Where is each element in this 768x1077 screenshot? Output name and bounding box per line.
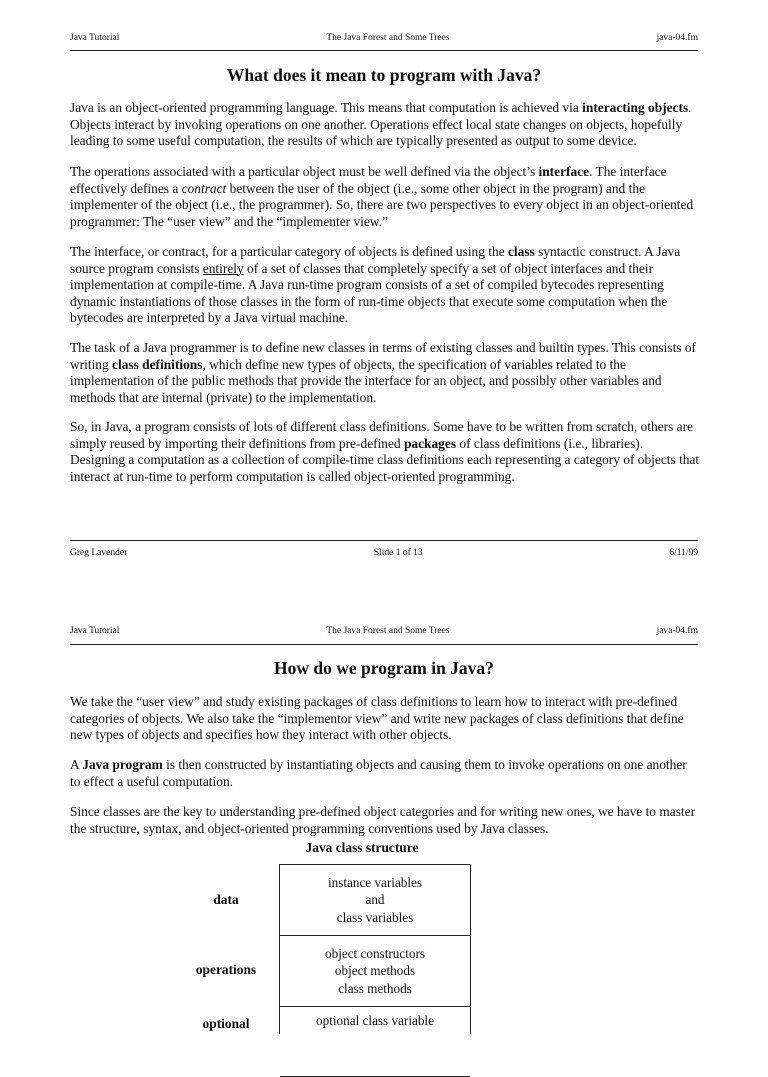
emphasis-text: packages: [403, 435, 457, 451]
italic-text: contract: [181, 180, 227, 196]
text: Java is an object-oriented programming language. This means that computation is achieved via: [70, 100, 583, 115]
slide1-paragraph-4: [70, 340, 700, 406]
header-left-text: Java Tutorial: [70, 33, 120, 43]
row-label-optional: optional: [202, 1016, 250, 1031]
header-rule: [70, 50, 698, 51]
text: is then constructed by instantiating objects and causing them to invoke operations on one another to effect a useful computation.: [70, 757, 687, 789]
slide1-paragraph-5: [70, 419, 700, 485]
footer-slide-number: Slide 1 of 13: [373, 548, 423, 558]
text: syntactic construct. A Java source program consists: [70, 244, 681, 276]
text: of a set of classes that completely specify a set of object interfaces and their implementation at compile-time. A Java run-time program consists of a set of compiled bytecodes representing dynamic instantiations of those classes in the form of run-time objects that execute some computation when the bytecodes are interpreted by a Java virtual machine.: [70, 260, 668, 326]
header-left-text: Java Tutorial: [70, 626, 120, 636]
row-label-data: data: [213, 892, 239, 907]
slide2-title: How do we program in Java?: [274, 658, 494, 678]
underlined-text: entirely: [202, 260, 244, 276]
slide2-paragraph-1: We take the “user view” and study existing packages of class definitions to learn how to interact with pre-defined categories of objects. We also take the “implementor view” and write new packages of class definitions that define new types of objects and specifies how they interact with other objects.: [70, 694, 684, 743]
emphasis-text: Java program: [82, 757, 163, 772]
header-center-text: The Java Forest and Some Trees: [326, 33, 450, 43]
row-label-operations: operations: [195, 962, 257, 977]
text: , which define new types of objects, the specification of variables related to the implementation of the public methods that provide the interface for an object, and possibly other variables and methods that are internal (private) to the implementation.: [70, 356, 662, 405]
text: The operations associated with a particular object must be well defined via the object’s: [70, 164, 539, 179]
slide1-footer: [70, 548, 698, 558]
slide2-paragraph-2: [70, 757, 700, 790]
text: So, in Java, a program consists of lots of different class definitions. Some have to be written from scratch, others are simply reused by importing their definitions from pre-defined: [70, 419, 694, 451]
cell-line: instance variables: [327, 874, 423, 890]
text: . The interface effectively defines a: [70, 164, 667, 196]
data-cell: [280, 865, 470, 936]
text: A: [70, 757, 83, 772]
emphasis-text: class definitions: [112, 356, 203, 372]
header-right-text: java-04.fm: [656, 626, 698, 636]
class-structure-box: [279, 864, 471, 1034]
cell-line: object constructors: [325, 945, 425, 961]
emphasis-text: interacting objects: [582, 100, 689, 115]
cell-line: and: [365, 892, 385, 908]
slide1-paragraph-2: [70, 164, 700, 230]
cell-line: class methods: [338, 980, 412, 996]
cell-line: object methods: [334, 963, 416, 979]
slide1-paragraph-3: [70, 244, 700, 327]
slide2-header: [70, 624, 698, 638]
slide1-title: What does it mean to program with Java?: [226, 65, 542, 85]
cell-line: class variables: [336, 909, 414, 925]
text: between the user of the object (i.e., some other object in the program) and the implementer of the object (i.e., the programmer). So, there are two perspectives to every object in an object-oriented programmer: The “user view” and the “implementer view.”: [70, 180, 694, 229]
footer-rule: [70, 540, 698, 541]
optional-cell: [280, 1007, 470, 1077]
operations-cell: [280, 936, 470, 1007]
text: of class definitions (i.e., libraries). Designing a computation as a collection of compile-time class definitions each representing a category of objects that interact at run-time to perform computation is called object-oriented programming.: [70, 435, 700, 484]
slide1-header: [70, 31, 698, 45]
text: The interface, or contract, for a particular category of objects is defined using the: [70, 244, 508, 259]
header-right-text: java-04.fm: [656, 33, 698, 43]
footer-date: 6/11/99: [669, 548, 698, 558]
header-rule: [70, 644, 698, 645]
slide1-paragraph-1: [70, 100, 700, 150]
slide2-paragraph-3: Since classes are the key to understanding pre-defined object categories and for writing new ones, we have to master the structure, syntax, and object-oriented programming conventions used by Java classes.: [70, 804, 696, 836]
diagram-title: Java class structure: [305, 840, 419, 855]
header-center-text: The Java Forest and Some Trees: [326, 626, 450, 636]
emphasis-text: interface: [538, 164, 590, 179]
text: The task of a Java programmer is to define new classes in terms of existing classes and builtin types. This consists of writing: [70, 340, 697, 372]
cell-line: optional class variable: [316, 1013, 434, 1028]
emphasis-text: class: [507, 244, 535, 259]
text: . Objects interact by invoking operations on one another. Operations effect local state changes on objects, hopefully leading to some useful computation, the results of which are typically presented as output to some device.: [70, 100, 692, 149]
footer-author: Greg Lavender: [70, 548, 128, 558]
